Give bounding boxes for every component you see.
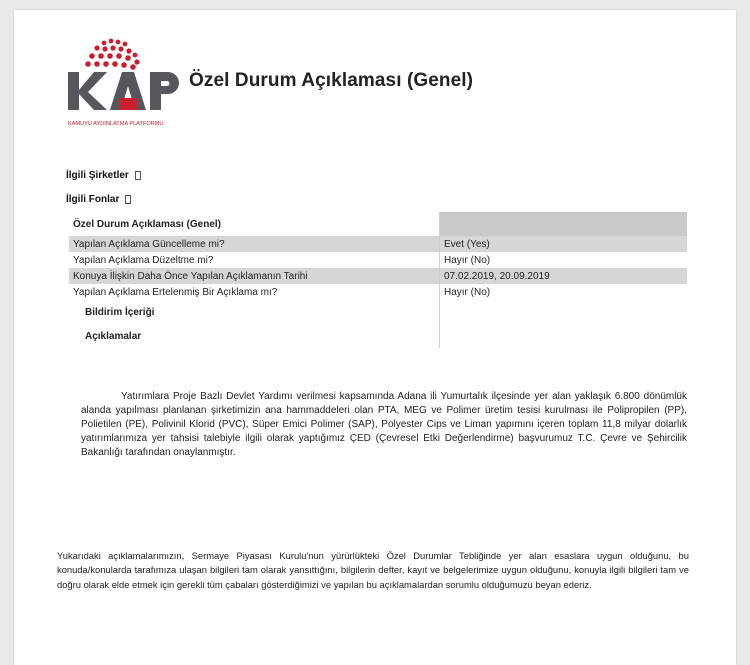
notice-content-row [69,300,687,324]
expand-box-icon[interactable] [125,195,131,204]
row-label: Yapılan Açıklama Düzeltme mi? [69,252,440,268]
row-value: Hayır (No) [440,252,688,268]
body-paragraph [81,390,687,460]
row-value: Hayır (No) [440,284,688,300]
notice-content-label: Bildirim İçeriği [69,300,440,324]
table-row [69,284,687,300]
row-label: Yapılan Açıklama Ertelenmiş Bir Açıklama mı? [69,284,440,300]
logo-subtitle: KAMUYU AYDINLATMA PLATFORMU [68,121,164,127]
table-row [69,268,687,284]
explanations-label: Açıklamalar [69,324,440,348]
related-companies-label: İlgili Şirketler [66,170,129,181]
table-row [69,236,687,252]
table-row [69,252,687,268]
notice-content-value [440,300,688,324]
row-value: 07.02.2019, 20.09.2019 [440,268,688,284]
page-title: Özel Durum Açıklaması (Genel) [189,70,474,91]
expand-box-icon[interactable] [135,171,141,180]
table-header-label: Özel Durum Açıklaması (Genel) [69,212,440,236]
table-header-row [69,212,687,236]
body-paragraph-text: Yatırımlara Proje Bazlı Devlet Yardımı verilmesi kapsamında Adana ili Yumurtalık ilçesinde yer alan yaklaşık 6.800 dönümlük alanda yapılması planlanan şirketimizin ana hammaddeleri olan PTA, MEG ve Polimer üretim tesisi kurulması ile Polipropilen (PP), Polietilen (PE), Polivinil Klorid (PVC), Süper Emici Polimer (SAP), Polyester Cips ve Liman yapımını içeren toplam 11,8 milyar dolarlık yatırımlarımıza yer tahsisi talebiyle ilgili olarak yaptığımız ÇED (Çevresel Etki Değerlendirme) başvurumuz T.C. Çevre ve Şehircilik Bakanlığı tarafından onaylanmıştır. [81,391,687,458]
disclosure-table [69,212,687,348]
related-funds-label: İlgili Fonlar [66,194,120,205]
document-page [14,10,736,665]
row-label: Konuya İlişkin Daha Önce Yapılan Açıklamanın Tarihi [69,268,440,284]
explanations-row [69,324,687,348]
table-header-value [440,212,688,236]
footer-declaration: Yukarıdaki açıklamalarımızın, Sermaye Piyasası Kurulu'nun yürürlükteki Özel Durumlar Tebliğinde yer alan esaslara uygun olduğunu, bu konuda/konularda tarafımıza ulaşan bilgileri tam olarak yansıttığını, bilgilerin defter, kayıt ve belgelerimize uygun olduğunu, konuyla ilgili bilgileri tam ve doğru olarak elde etmek için gerekli tüm çabaları gösterdiğimizi ve yapılan bu açıklamalardan sorumlu olduğumuzu beyan ederiz. [57,550,689,590]
row-label: Yapılan Açıklama Güncelleme mi? [69,236,440,252]
kap-logo [64,38,184,133]
explanations-value [440,324,688,348]
related-funds [66,194,131,205]
related-companies [66,170,141,181]
row-value: Evet (Yes) [440,236,688,252]
